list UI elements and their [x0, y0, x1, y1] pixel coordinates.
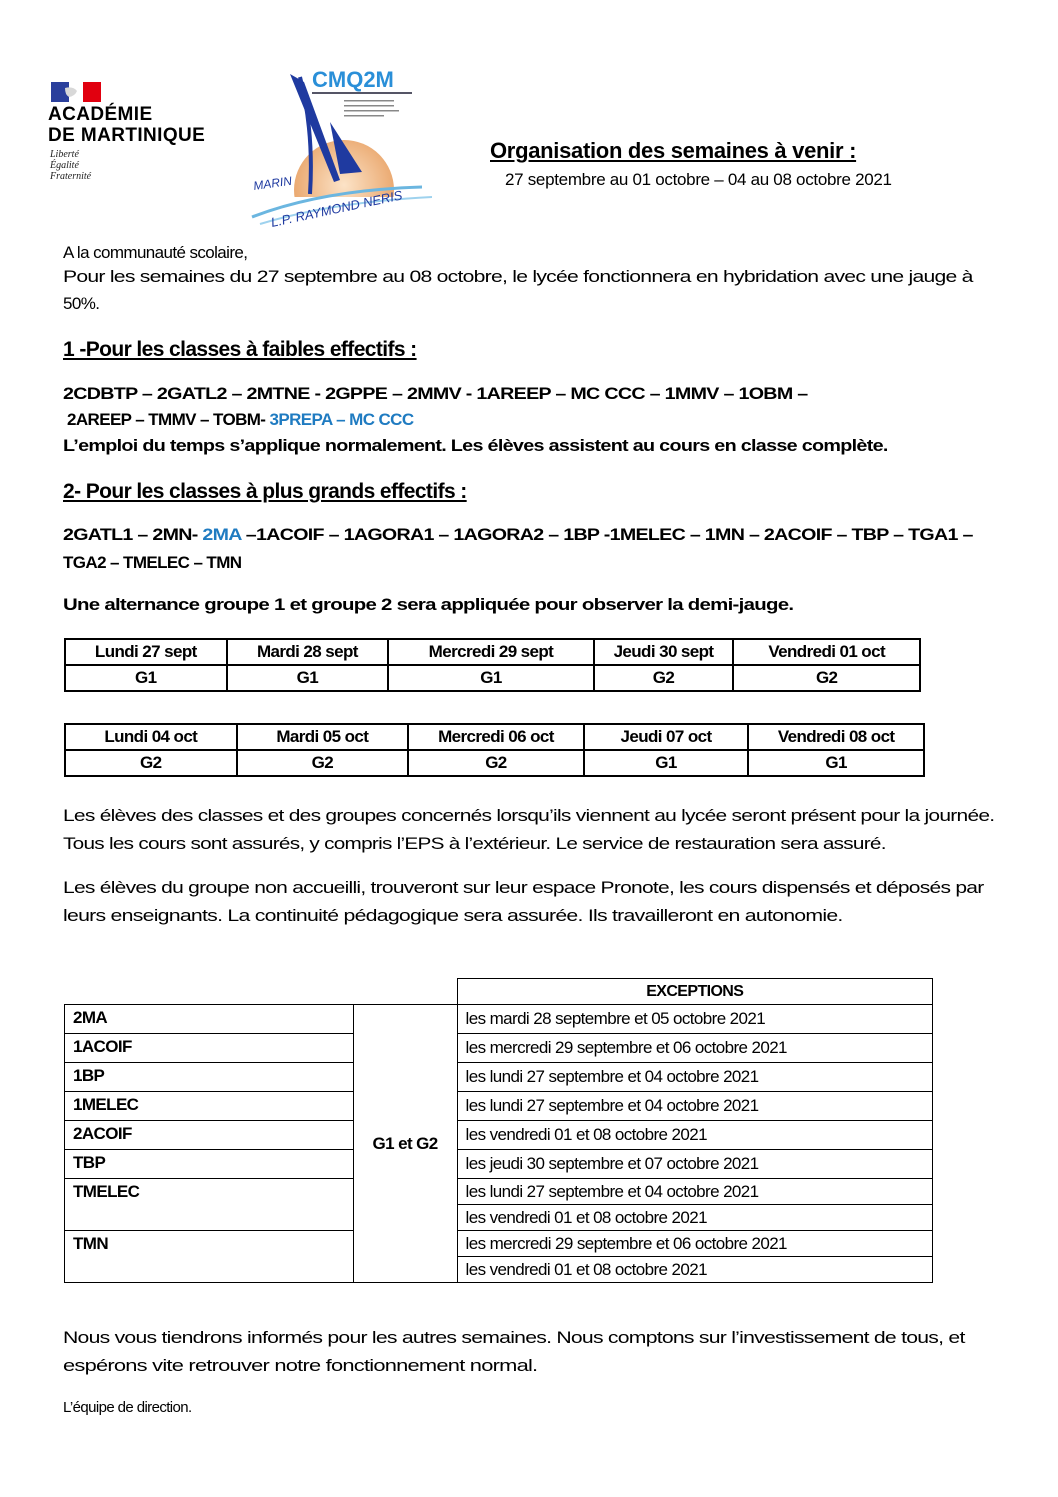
- table-row: [65, 1121, 933, 1150]
- dates-cell: les mardi 28 septembre et 05 octobre 2021: [457, 1005, 932, 1034]
- class-cell: 1BP: [65, 1063, 354, 1092]
- exceptions-table: [64, 978, 933, 1283]
- intro-line2: 50%.: [63, 294, 100, 313]
- class-cell: 2MA: [65, 1005, 354, 1034]
- table-row: [65, 1150, 933, 1179]
- dates-cell: les mercredi 29 septembre et 06 octobre 2021: [457, 1231, 932, 1257]
- info-p1-line2: Tous les cours sont assurés, y compris l’EPS à l’extérieur. Le service de restauration sera assuré.: [63, 834, 886, 853]
- groups-cell: G1 et G2: [353, 1005, 457, 1283]
- day-cell: Vendredi 01 oct: [733, 639, 920, 665]
- academie-line2: DE MARTINIQUE: [48, 125, 206, 146]
- class-cell: 1ACOIF: [65, 1034, 354, 1063]
- svg-text:L.P. RAYMOND NERIS: L.P. RAYMOND NERIS: [269, 187, 404, 230]
- week1-groups-row: [65, 665, 920, 691]
- group-cell: G1: [584, 750, 749, 776]
- day-cell: Mardi 28 sept: [227, 639, 389, 665]
- section1-classes-line2: 2AREEP – TMMV – TOBM- 3PREPA – MC CCC: [67, 410, 414, 429]
- day-cell: Mercredi 29 sept: [388, 639, 594, 665]
- table-row: [65, 1179, 933, 1205]
- dates-cell: les jeudi 30 septembre et 07 octobre 2021: [457, 1150, 932, 1179]
- svg-text:CMQ2M: CMQ2M: [312, 67, 394, 92]
- group-cell: G2: [65, 750, 237, 776]
- class-cell: 1MELEC: [65, 1092, 354, 1121]
- group-cell: G1: [748, 750, 924, 776]
- group-cell: G2: [733, 665, 920, 691]
- dates-cell: les lundi 27 septembre et 04 octobre 2021: [457, 1092, 932, 1121]
- section2-heading: 2- Pour les classes à plus grands effectifs :: [63, 480, 467, 503]
- week2-days-row: [65, 724, 924, 750]
- day-cell: Vendredi 08 oct: [748, 724, 924, 750]
- academie-line1: ACADÉMIE: [48, 104, 153, 125]
- page-title: Organisation des semaines à venir :: [490, 138, 857, 163]
- section2-classes-line1: 2GATL1 – 2MN- 2MA –1ACOIF – 1AGORA1 – 1AGORA2 – 1BP -1MELEC – 1MN – 2ACOIF – TBP – TGA1 –: [63, 525, 973, 544]
- section2-classes-line2: TGA2 – TMELEC – TMN: [63, 553, 242, 572]
- group-cell: G1: [227, 665, 389, 691]
- day-cell: Lundi 04 oct: [65, 724, 237, 750]
- table-row: [65, 1005, 933, 1034]
- table-row: [65, 1231, 933, 1257]
- alternance-note: Une alternance groupe 1 et groupe 2 sera appliquée pour observer la demi-jauge.: [63, 595, 794, 614]
- svg-text:MARIN: MARIN: [252, 173, 293, 193]
- day-cell: Jeudi 30 sept: [594, 639, 734, 665]
- day-cell: Lundi 27 sept: [65, 639, 227, 665]
- intro-line1: Pour les semaines du 27 septembre au 08 octobre, le lycée fonctionnera en hybridation avec une jauge à: [63, 267, 973, 286]
- highlighted-classes: 3PREPA – MC CCC: [269, 410, 414, 429]
- table-row: [65, 1092, 933, 1121]
- group-cell: G1: [65, 665, 227, 691]
- info-p2-line2: leurs enseignants. La continuité pédagogique sera assurée. Ils travailleront en autonomie.: [63, 906, 843, 925]
- class-cell: TBP: [65, 1150, 354, 1179]
- section1-note: L’emploi du temps s’applique normalement. Les élèves assistent au cours en classe complète.: [63, 436, 888, 455]
- group-cell: G2: [408, 750, 584, 776]
- dates-cell: les lundi 27 septembre et 04 octobre 2021: [457, 1063, 932, 1092]
- week2-table: [64, 723, 925, 777]
- motto-egalite: Égalité: [50, 160, 79, 171]
- dates-cell: les mercredi 29 septembre et 06 octobre 2021: [457, 1034, 932, 1063]
- class-cell: TMELEC: [65, 1179, 354, 1231]
- exceptions-header: EXCEPTIONS: [457, 979, 932, 1005]
- class-cell: TMN: [65, 1231, 354, 1283]
- week1-table: [64, 638, 921, 692]
- day-cell: Mercredi 06 oct: [408, 724, 584, 750]
- motto-liberte: Liberté: [50, 149, 79, 160]
- signature: L’équipe de direction.: [63, 1399, 192, 1416]
- dates-cell: les vendredi 01 et 08 octobre 2021: [457, 1257, 932, 1283]
- info-p2-line1: Les élèves du groupe non accueilli, trouveront sur leur espace Pronote, les cours dispensés et déposés par: [63, 878, 984, 897]
- group-cell: G2: [594, 665, 734, 691]
- dates-cell: les lundi 27 septembre et 04 octobre 2021: [457, 1179, 932, 1205]
- group-cell: G1: [388, 665, 594, 691]
- school-logo: [232, 62, 432, 232]
- closing-line2: espérons vite retrouver notre fonctionnement normal.: [63, 1356, 538, 1375]
- table-row: [65, 1063, 933, 1092]
- week2-groups-row: [65, 750, 924, 776]
- exceptions-header-row: [65, 979, 933, 1005]
- section1-heading: 1 -Pour les classes à faibles effectifs :: [63, 338, 417, 361]
- highlighted-class-2ma: 2MA: [202, 525, 242, 544]
- day-cell: Jeudi 07 oct: [584, 724, 749, 750]
- greeting: A la communauté scolaire,: [63, 243, 248, 262]
- page-subtitle: 27 septembre au 01 octobre – 04 au 08 octobre 2021: [505, 170, 892, 189]
- section1-classes-line1: 2CDBTP – 2GATL2 – 2MTNE - 2GPPE – 2MMV - 1AREEP – MC CCC – 1MMV – 1OBM –: [63, 384, 808, 403]
- dates-cell: les vendredi 01 et 08 octobre 2021: [457, 1121, 932, 1150]
- class-cell: 2ACOIF: [65, 1121, 354, 1150]
- motto-fraternite: Fraternité: [50, 171, 92, 182]
- closing-line1: Nous vous tiendrons informés pour les autres semaines. Nous comptons sur l’investissement de tous, et: [63, 1328, 965, 1347]
- dates-cell: les vendredi 01 et 08 octobre 2021: [457, 1205, 932, 1231]
- sailboat-logo-icon: [232, 62, 432, 232]
- info-p1-line1: Les élèves des classes et des groupes concernés lorsqu’ils viennent au lycée seront présent pour la journée.: [63, 806, 995, 825]
- marianne-flag-icon: [51, 82, 101, 102]
- table-row: [65, 1034, 933, 1063]
- group-cell: G2: [237, 750, 409, 776]
- week1-days-row: [65, 639, 920, 665]
- day-cell: Mardi 05 oct: [237, 724, 409, 750]
